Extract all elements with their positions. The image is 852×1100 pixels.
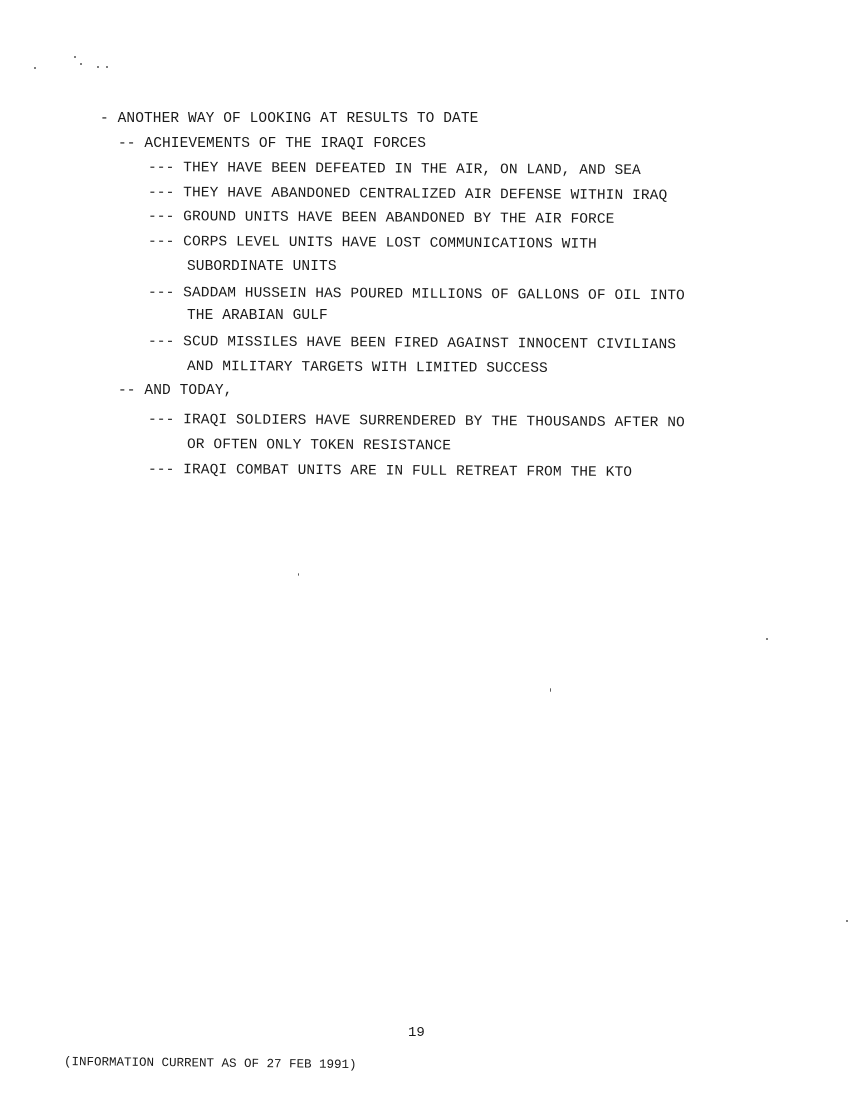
scan-speck — [34, 67, 36, 69]
outline-item-continuation: SUBORDINATE UNITS — [187, 259, 337, 275]
scan-speck — [97, 66, 99, 68]
scan-speck — [298, 573, 299, 576]
outline-item: --- IRAQI COMBAT UNITS ARE IN FULL RETREAT FROM THE KTO — [147, 462, 633, 481]
outline-item: --- SADDAM HUSSEIN HAS POURED MILLIONS OF GALLONS OF OIL INTO — [147, 285, 685, 305]
outline-item: --- GROUND UNITS HAVE BEEN ABANDONED BY THE AIR FORCE — [147, 209, 615, 228]
scan-speck — [74, 56, 76, 58]
outline-item: --- IRAQI SOLDIERS HAVE SURRENDERED BY THE THOUSANDS AFTER NO — [147, 412, 685, 432]
outline-item-continuation: AND MILITARY TARGETS WITH LIMITED SUCCESS — [186, 359, 548, 377]
outline-item: --- THEY HAVE ABANDONED CENTRALIZED AIR DEFENSE WITHIN IRAQ — [147, 185, 668, 205]
outline-subheading: -- AND TODAY, — [118, 383, 233, 399]
outline-item: --- THEY HAVE BEEN DEFEATED IN THE AIR, ON LAND, AND SEA — [147, 160, 641, 180]
outline-item: --- SCUD MISSILES HAVE BEEN FIRED AGAINST INNOCENT CIVILIANS — [147, 334, 677, 354]
scan-speck — [846, 920, 848, 922]
outline-subheading: -- ACHIEVEMENTS OF THE IRAQI FORCES — [118, 136, 427, 152]
outline-item: --- CORPS LEVEL UNITS HAVE LOST COMMUNICATIONS WITH — [147, 234, 597, 253]
footer-note: (INFORMATION CURRENT AS OF 27 FEB 1991) — [63, 1055, 357, 1073]
scan-speck — [106, 66, 108, 68]
scan-speck — [550, 688, 551, 692]
outline-item-continuation: OR OFTEN ONLY TOKEN RESISTANCE — [186, 437, 452, 455]
scan-speck — [80, 63, 82, 65]
scan-speck — [766, 638, 768, 640]
outline-item-continuation: THE ARABIAN GULF — [187, 308, 328, 324]
page-number: 19 — [408, 1025, 425, 1041]
outline-heading: - ANOTHER WAY OF LOOKING AT RESULTS TO DATE — [100, 111, 479, 127]
